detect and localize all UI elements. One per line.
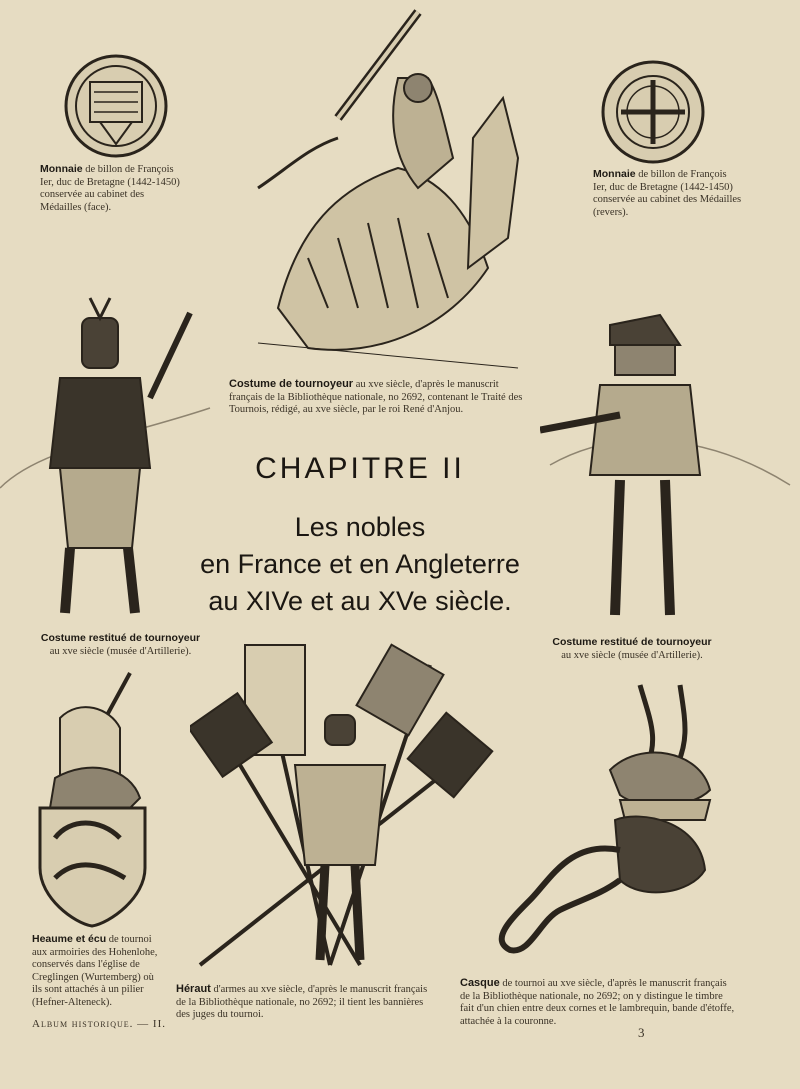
coin-reverse-caption-title: Monnaie (593, 168, 636, 180)
tourneyer-manuscript-caption (229, 378, 529, 417)
costume-right-caption (532, 636, 732, 662)
armored-knight-right-illustration (540, 305, 795, 625)
page-number: 3 (638, 1025, 645, 1040)
chapter-title-line-1: Les nobles (294, 512, 426, 542)
coin-reverse-caption (593, 168, 743, 219)
casque-caption-lead: Casque (460, 977, 500, 989)
tourneyer-manuscript-caption-lead: Costume de tournoyeur (229, 378, 354, 390)
casque-caption (460, 977, 735, 1028)
costume-left-caption-body: au xve siècle (musée d'Artillerie). (49, 645, 192, 657)
costume-right-caption-body: au xve siècle (musée d'Artillerie). (561, 649, 703, 661)
casque-illustration (470, 680, 720, 960)
chapter-title-line-3: au XIVe et au XVe siècle. (208, 586, 512, 616)
helm-shield-illustration (30, 668, 155, 930)
helm-shield-caption-body: de tournoi aux armoiries des Hohenlohe, conservés dans l'église de Creglingen (Wurtemberg) où ils sont attachés à un pilier (Hefner-Alteneck). (32, 934, 158, 1008)
herald-caption-lead: Héraut (176, 983, 211, 995)
helm-shield-caption (32, 933, 162, 1009)
coin-reverse-caption-body: de billon de François Ier, duc de Bretagne (1442-1450) conservée au cabinet des Médailles (revers). (593, 169, 742, 218)
coin-face-caption (40, 163, 188, 214)
herald-caption (176, 983, 438, 1022)
costume-left-caption-title: Costume restitué de tournoyeur (40, 632, 201, 644)
costume-right-caption-title: Costume restitué de tournoyeur (552, 636, 712, 648)
herald-illustration (190, 635, 500, 980)
coin-face-caption-body: de billon de François Ier, duc de Bretagne (1442-1450) conservée au cabinet des Médailles (face). (40, 164, 180, 213)
chapter-label: CHAPITRE II (255, 452, 465, 485)
herald-caption-body: d'armes au xve siècle, d'après le manuscrit français de la Bibliothèque nationale, no 2692; il tient les bannières des juges du tournoi. (176, 984, 428, 1020)
coin-face-caption-title: Monnaie (40, 163, 83, 175)
coin-face-illustration (60, 52, 172, 160)
coin-reverse-illustration (597, 58, 709, 166)
costume-left-caption (28, 632, 213, 658)
album-footer: Album historique. — II. (32, 1018, 166, 1030)
casque-caption-body: de tournoi au xve siècle, d'après le manuscrit français de la Bibliothèque nationale, no 2692; on y distingue le timbre fait d'un chien entre deux cornes et le lambrequin, bande d'étoffe, attachée à la couronne. (460, 978, 735, 1027)
tourneyer-manuscript-caption-body: au xve siècle, d'après le manuscrit français de la Bibliothèque nationale, no 2692, contenant le Traité des Tournois, rédigé, au xve siècle, par le roi René d'Anjou. (229, 379, 523, 415)
mounted-knight-illustration (218, 8, 548, 373)
chapter-title-line-2: en France et en Angleterre (200, 549, 520, 579)
helm-shield-caption-title: Heaume et écu (32, 933, 107, 945)
